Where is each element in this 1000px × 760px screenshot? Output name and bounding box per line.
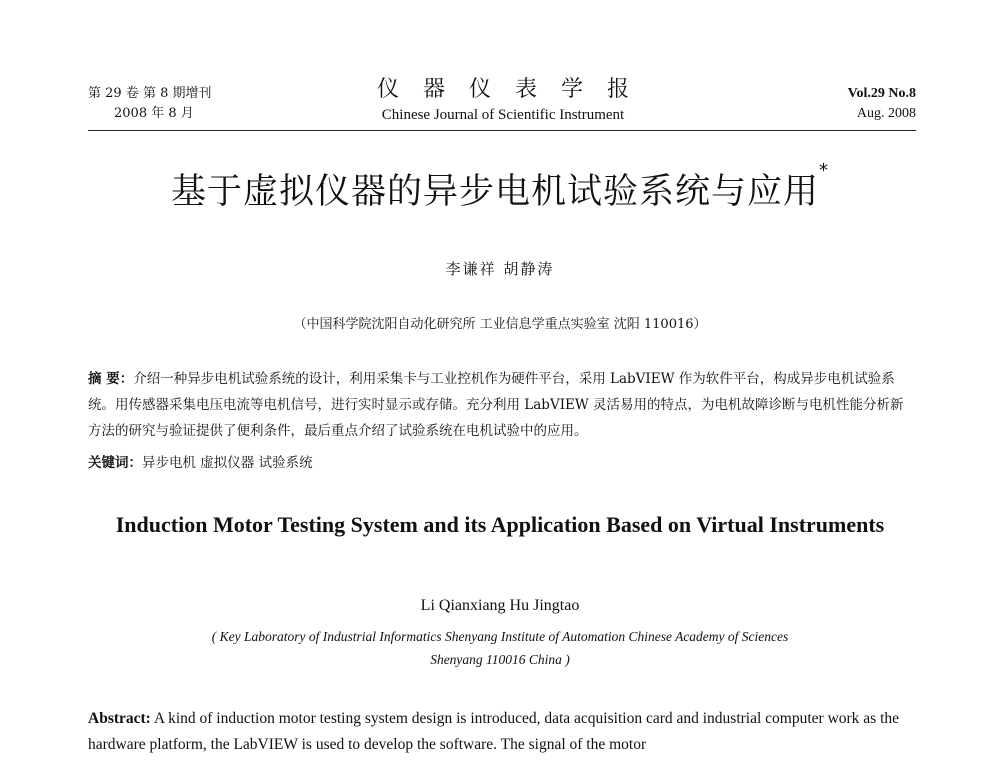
abstract-en	[88, 706, 916, 758]
issue-date-en: Aug. 2008	[856, 106, 916, 121]
keywords-cn	[88, 451, 916, 471]
issue-date-cn: 2008 年 8 月	[114, 106, 194, 121]
paper-title-en: Induction Motor Testing System and its Application Based on Virtual Instruments	[115, 512, 885, 537]
abstract-cn	[88, 366, 916, 444]
authors-cn: 李谦祥 胡静涛	[445, 260, 555, 278]
journal-name-en: Chinese Journal of Scientific Instrument	[381, 107, 625, 123]
authors-en: Li Qianxiang Hu Jingtao	[420, 597, 580, 614]
paper-title-cn-text: 基于虚拟仪器的异步电机试验系统与应用	[170, 172, 819, 212]
volume-info	[848, 84, 916, 124]
affiliation-en-line1: ( Key Laboratory of Industrial Informatics Shenyang Institute of Automation Chinese Academy of Sciences	[211, 629, 789, 644]
paper-title-cn	[0, 160, 1000, 214]
affiliation-cn: （中国科学院沈阳自动化研究所 工业信息学重点实验室 沈阳 110016）	[293, 317, 707, 332]
title-footnote-mark: *	[819, 160, 829, 181]
issue-volume-cn: 第 29 卷 第 8 期增刊	[88, 86, 212, 101]
journal-name	[328, 76, 678, 126]
abstract-cn-label: 摘 要：	[88, 371, 134, 387]
issue-info	[88, 84, 211, 124]
abstract-en-text: A kind of induction motor testing system design is introduced, data acquisition card and industrial computer work as the hardware platform, the LabVIEW is used to develop the software. The signal of the motor	[88, 710, 900, 753]
affiliation-en	[0, 625, 1000, 671]
abstract-cn-text: 介绍一种异步电机试验系统的设计，利用采集卡与工业控机作为硬件平台，采用 LabVIEW 作为软件平台，构成异步电机试验系统。用传感器采集电压电流等电机信号，进行实时显示或存储。充分利用 LabVIEW 灵活易用的特点，为电机故障诊断与电机性能分析新方法的研究与验证提供了便利条件，最后重点介绍了试验系统在电机试验中的应用。	[88, 371, 904, 439]
keywords-cn-label: 关键词：	[88, 455, 142, 471]
affiliation-en-line2: Shenyang 110016 China )	[430, 652, 570, 667]
journal-header	[88, 76, 916, 131]
keywords-cn-text: 异步电机 虚拟仪器 试验系统	[142, 455, 313, 471]
volume-number: Vol.29 No.8	[847, 86, 916, 101]
journal-name-cn: 仪器仪表学报	[376, 77, 653, 102]
abstract-en-label: Abstract:	[88, 710, 151, 727]
